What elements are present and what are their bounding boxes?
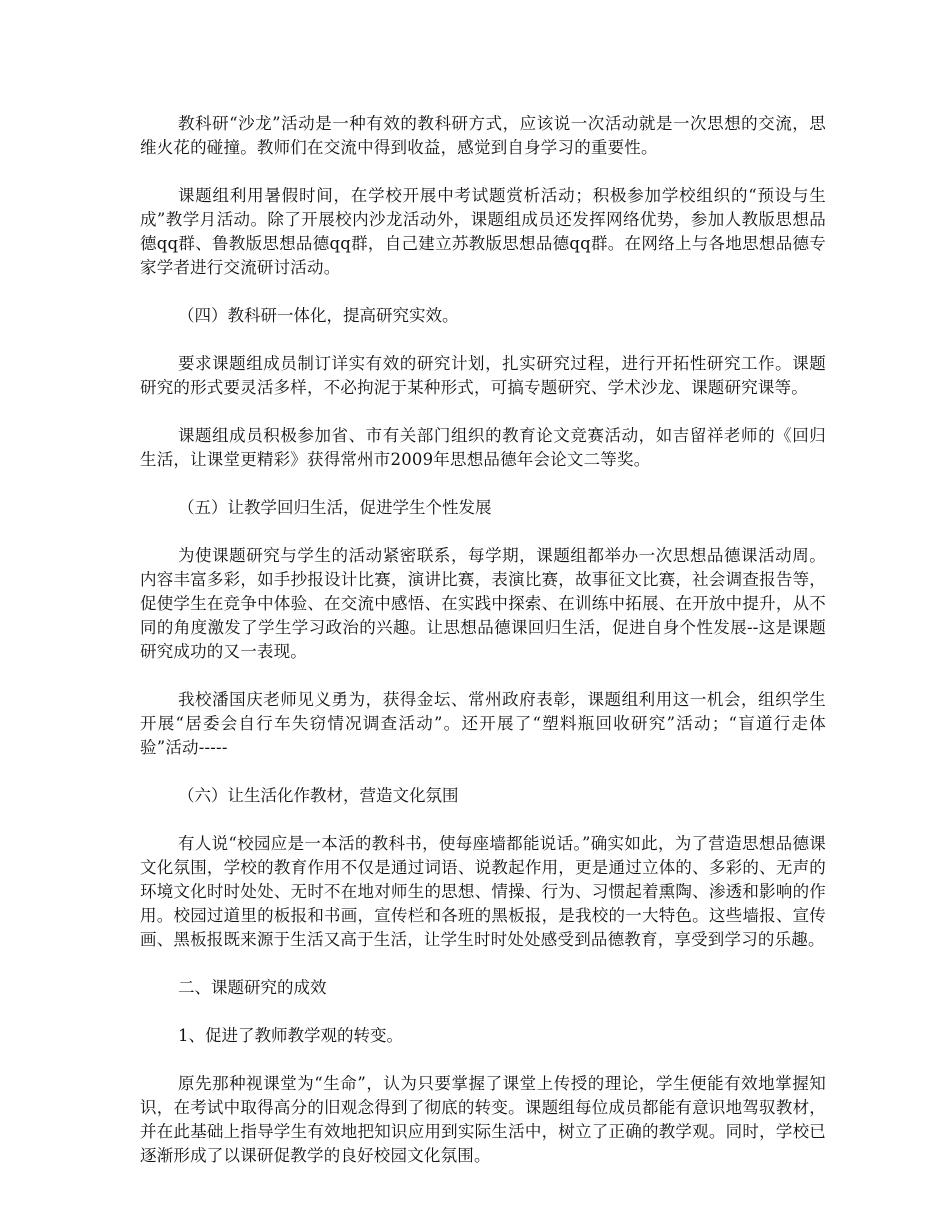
paragraph: 为使课题研究与学生的活动紧密联系，每学期，课题组都举办一次思想品德课活动周。内容丰富多彩，如手抄报设计比赛，演讲比赛，表演比赛，故事征文比赛，社会调查报告等，促使学生在竞争中体验、在交流中感悟、在实践中探索、在训练中拓展、在开放中提升，从不同的角度激发了学生学习政治的兴趣。让思想品德课回归生活，促进自身个性发展--这是课题研究成功的又一表现。	[140, 546, 826, 661]
subsection-heading: 1、促进了教师教学观的转变。	[178, 1026, 403, 1045]
document-page	[140, 112, 826, 1168]
paragraph: 教科研“沙龙”活动是一种有效的教科研方式，应该说一次活动就是一次思想的交流，思维火花的碰撞。教师们在交流中得到收益，感觉到自身学习的重要性。	[140, 114, 826, 157]
section-heading: （四）教科研一体化，提高研究实效。	[178, 306, 459, 325]
paragraph: 有人说“校园应是一本活的教科书，使每座墙都能说话。”确实如此，为了营造思想品德课文化氛围，学校的教育作用不仅是通过词语、说教起作用，更是通过立体的、多彩的、无声的环境文化时时处处、无时不在地对师生的思想、情操、行为、习惯起着熏陶、渗透和影响的作用。校园过道里的板报和书画，宣传栏和各班的黑板报，是我校的一大特色。这些墙报、宣传画、黑板报既来源于生活又高于生活，让学生时时处处感受到品德教育，享受到学习的乐趣。	[140, 834, 826, 949]
paragraph: 课题组利用暑假时间，在学校开展中考试题赏析活动；积极参加学校组织的“预设与生成”教学月活动。除了开展校内沙龙活动外，课题组成员还发挥网络优势，参加人教版思想品德qq群、鲁教版思想品德qq群，自己建立苏教版思想品德qq群。在网络上与各地思想品德专家学者进行交流研讨活动。	[140, 186, 826, 277]
paragraph: 原先那种视课堂为“生命”，认为只要掌握了课堂上传授的理论，学生便能有效地掌握知识，在考试中取得高分的旧观念得到了彻底的转变。课题组每位成员都能有意识地驾驭教材，并在此基础上指导学生有效地把知识应用到实际生活中，树立了正确的教学观。同时，学校已逐渐形成了以课研促教学的良好校园文化氛围。	[140, 1074, 826, 1165]
section-heading: （五）让教学回归生活，促进学生个性发展	[178, 498, 492, 517]
paragraph: 课题组成员积极参加省、市有关部门组织的教育论文竞赛活动，如吉留祥老师的《回归生活，让课堂更精彩》获得常州市2009年思想品德年会论文二等奖。	[140, 426, 826, 469]
paragraph: 要求课题组成员制订详实有效的研究计划，扎实研究过程，进行开拓性研究工作。课题研究的形式要灵活多样，不必拘泥于某种形式，可搞专题研究、学术沙龙、课题研究课等。	[140, 354, 826, 397]
section-heading: （六）让生活化作教材，营造文化氛围	[178, 786, 459, 805]
section-heading: 二、课题研究的成效	[178, 978, 327, 997]
paragraph: 我校潘国庆老师见义勇为，获得金坛、常州政府表彰，课题组利用这一机会，组织学生开展“居委会自行车失窃情况调查活动”。还开展了“塑料瓶回收研究”活动；“盲道行走体验”活动-----	[140, 690, 826, 757]
